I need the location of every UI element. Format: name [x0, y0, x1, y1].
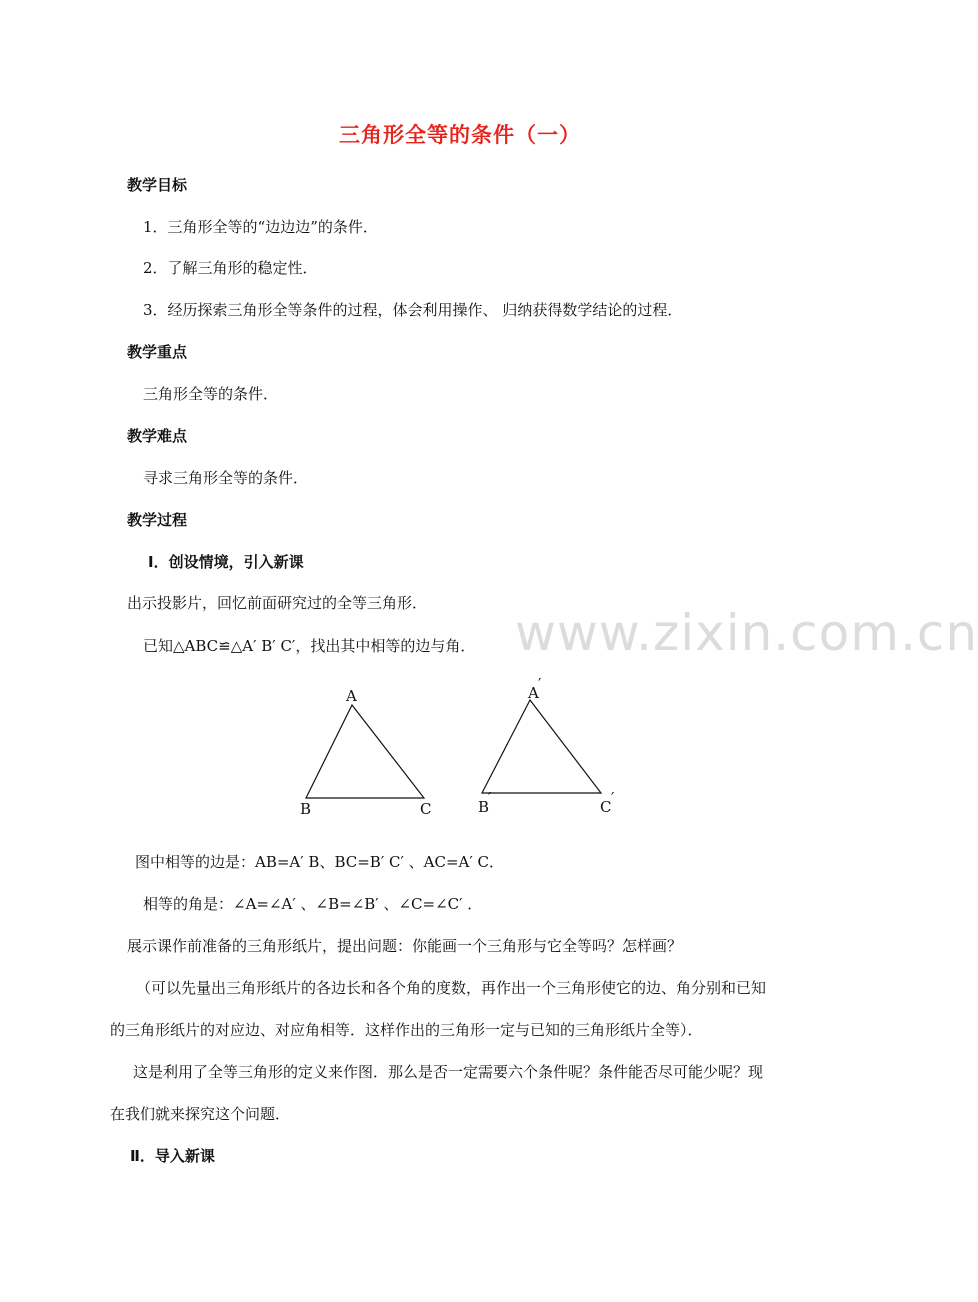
- vertex-label-a: A: [346, 687, 357, 705]
- page-title: 三角形全等的条件（一）: [339, 122, 581, 147]
- paragraph: 已知△ABC≌△A′ B′ C′，找出其中相等的边与角．: [143, 637, 476, 655]
- paragraph-line: 在我们就来探究这个问题．: [110, 1105, 291, 1123]
- paragraph: 相等的角是：∠A=∠A′ 、∠B=∠B′ 、∠C=∠C′ ．: [143, 895, 483, 913]
- process-heading: 教学过程: [127, 511, 188, 529]
- paragraph-line: 的三角形纸片的对应边、对应角相等．这样作出的三角形一定与已知的三角形纸片全等）．: [110, 1021, 703, 1039]
- vertex-label-c-prime: C: [600, 798, 612, 816]
- objective-item: 3．经历探索三角形全等条件的过程，体会利用操作、 归纳获得数学结论的过程．: [143, 301, 683, 319]
- key-text: 三角形全等的条件．: [143, 385, 279, 403]
- part2-heading: Ⅱ．导入新课: [130, 1147, 215, 1165]
- vertex-label-a-prime: A: [528, 684, 539, 702]
- difficulty-text: 寻求三角形全等的条件．: [143, 469, 309, 487]
- difficulty-heading: 教学难点: [127, 427, 188, 445]
- objective-item: 1．三角形全等的“边边边”的条件．: [143, 218, 378, 236]
- vertex-label-b: B: [300, 800, 312, 818]
- triangle-abc: [300, 687, 431, 818]
- watermark: www.zixin.com.cn: [515, 604, 978, 662]
- part1-heading: Ⅰ．创设情境，引入新课: [148, 553, 304, 571]
- vertex-label-b-prime: B: [478, 798, 490, 816]
- prime-mark: ′: [488, 789, 492, 807]
- objectives-heading: 教学目标: [127, 176, 188, 194]
- prime-mark: ′: [538, 675, 542, 693]
- vertex-label-c: C: [420, 800, 432, 818]
- paragraph: 出示投影片，回忆前面研究过的全等三角形．: [127, 594, 428, 612]
- paragraph-line: 这是利用了全等三角形的定义来作图．那么是否一定需要六个条件呢？条件能否尽可能少呢？现: [133, 1063, 764, 1081]
- triangle-abc-prime: [478, 675, 615, 816]
- paragraph-line: （可以先量出三角形纸片的各边长和各个角的度数，再作出一个三角形使它的边、角分别和已知: [136, 979, 767, 997]
- prime-mark: ′: [611, 789, 615, 807]
- triangle-figure: [290, 675, 630, 825]
- key-heading: 教学重点: [127, 343, 188, 361]
- paragraph: 图中相等的边是：AB=A′ B、BC=B′ C′ 、AC=A′ C．: [135, 853, 505, 871]
- paragraph: 展示课作前准备的三角形纸片，提出问题：你能画一个三角形与它全等吗？怎样画？: [127, 937, 683, 955]
- objective-item: 2．了解三角形的稳定性．: [143, 259, 318, 277]
